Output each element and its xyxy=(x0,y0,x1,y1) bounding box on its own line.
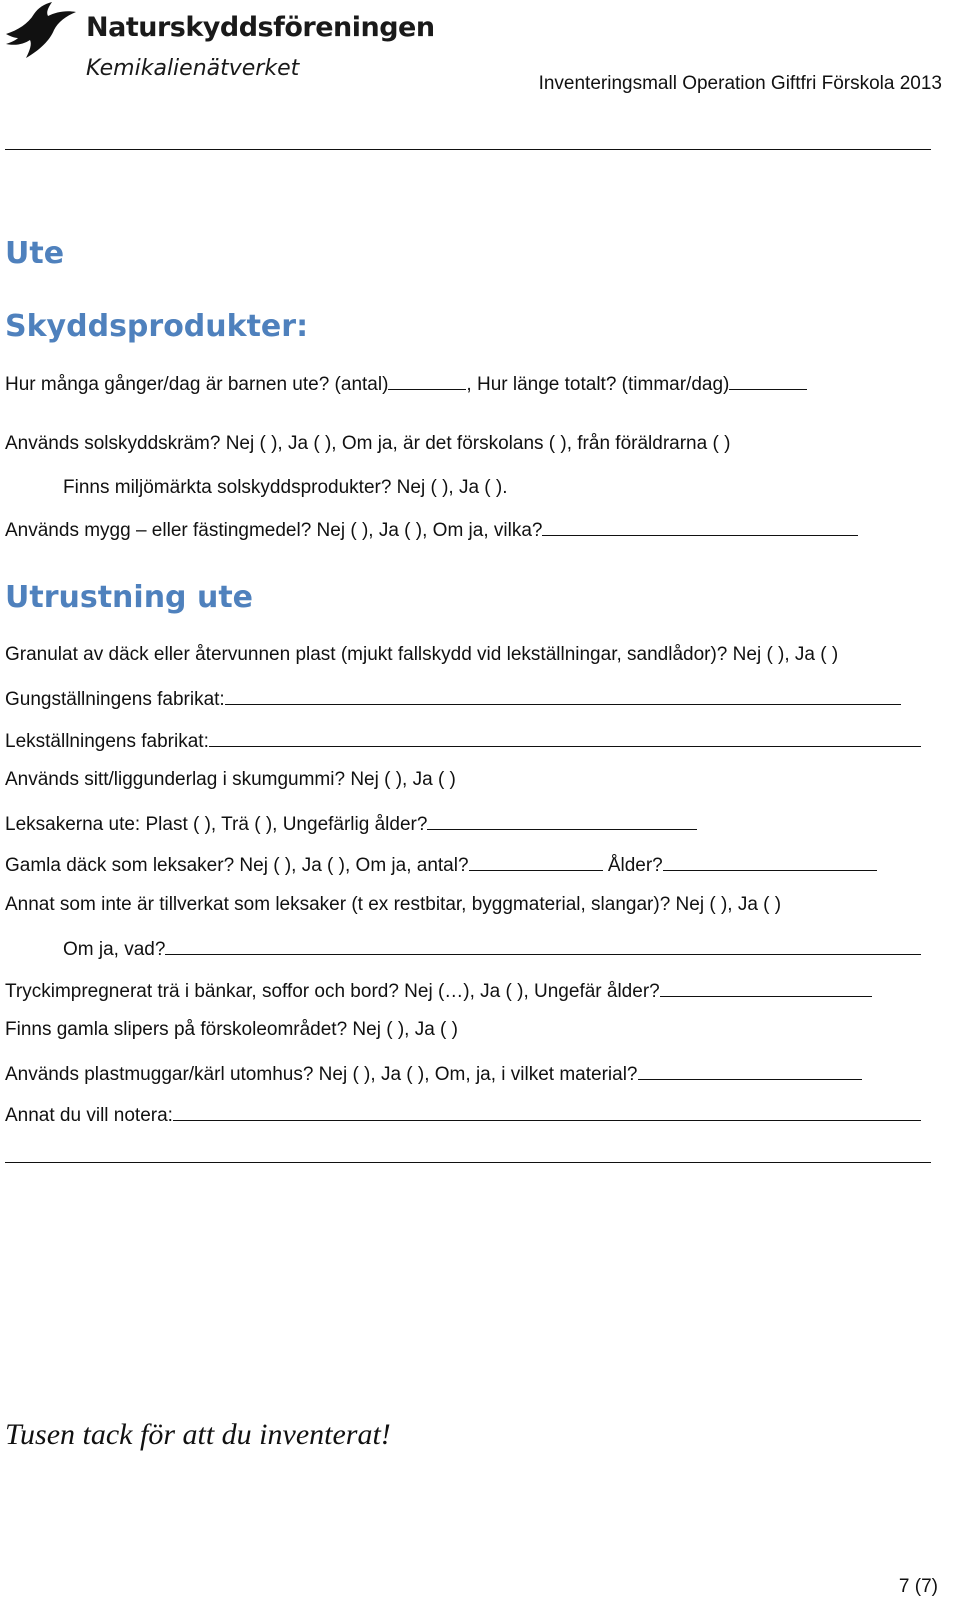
answer-blank-what[interactable] xyxy=(165,936,921,955)
question-notes xyxy=(5,1102,921,1127)
answer-blank-tyre-count[interactable] xyxy=(469,852,603,871)
question-granulate: Granulat av däck eller återvunnen plast (mjukt fallskydd vid lekställningar, sandlådor)? Nej ( ), Ja ( ) xyxy=(5,644,839,665)
swallow-bird-icon xyxy=(4,0,80,70)
question-text: Används plastmuggar/kärl utomhus? Nej ( ), Ja ( ), Om, ja, i vilket material? xyxy=(5,1064,638,1085)
header-rule xyxy=(5,149,931,150)
thank-you-note: Tusen tack för att du inventerat! xyxy=(5,1418,391,1451)
question-old-tyres xyxy=(5,852,877,877)
question-text: Tryckimpregnerat trä i bänkar, soffor och bord? Nej (…), Ja ( ), Ungefär ålder? xyxy=(5,981,660,1002)
question-other-materials-what xyxy=(63,936,921,961)
question-text: Används mygg – eller fästingmedel? Nej ( ), Ja ( ), Om ja, vilka? xyxy=(5,520,543,541)
question-foam-mats: Används sitt/liggunderlag i skumgummi? Nej ( ), Ja ( ) xyxy=(5,769,456,790)
answer-blank-hours[interactable] xyxy=(729,371,807,390)
partner-name: Kemikalienätverket xyxy=(86,56,300,81)
section-heading-ute: Ute xyxy=(5,236,65,271)
answer-blank-swing-manufacturer[interactable] xyxy=(225,686,901,705)
answer-blank-count[interactable] xyxy=(388,371,466,390)
question-text: Gamla däck som leksaker? Nej ( ), Ja ( ), Om ja, antal? xyxy=(5,855,469,876)
section-heading-utrustning-ute: Utrustning ute xyxy=(5,580,254,615)
page-number: 7 (7) xyxy=(898,1576,938,1597)
answer-blank-tyre-age[interactable] xyxy=(663,852,877,871)
question-text: Om ja, vad? xyxy=(63,939,166,960)
answer-blank-which[interactable] xyxy=(542,517,858,536)
answer-blank-material[interactable] xyxy=(638,1061,862,1080)
answer-blank-notes-continued[interactable] xyxy=(5,1162,931,1163)
question-sunscreen: Används solskyddskräm? Nej ( ), Ja ( ), Om ja, är det förskolans ( ), från föräldrarna ( ) xyxy=(5,433,731,454)
question-text: Leksakerna ute: Plast ( ), Trä ( ), Ungefärlig ålder? xyxy=(5,814,428,835)
organization-logo xyxy=(4,0,435,90)
question-playground-manufacturer xyxy=(5,728,921,753)
question-text: Gungställningens fabrikat: xyxy=(5,689,225,710)
question-text: Hur många gånger/dag är barnen ute? (antal) xyxy=(5,374,389,395)
question-text: , Hur länge totalt? (timmar/dag) xyxy=(466,374,730,395)
question-text: Lekställningens fabrikat: xyxy=(5,731,209,752)
question-other-materials: Annat som inte är tillverkat som leksaker (t ex restbitar, byggmaterial, slangar)? Nej ( ), Ja ( ) xyxy=(5,894,782,915)
question-insect-repellent xyxy=(5,517,858,542)
question-plastic-cups xyxy=(5,1061,862,1086)
question-time-outside xyxy=(5,371,807,396)
org-name: Naturskyddsföreningen xyxy=(86,12,435,43)
question-text: Ålder? xyxy=(607,855,663,876)
question-old-sleepers: Finns gamla slipers på förskoleområdet? Nej ( ), Ja ( ) xyxy=(5,1019,458,1040)
answer-blank-notes[interactable] xyxy=(173,1102,921,1121)
document-title: Inventeringsmall Operation Giftfri Förskola 2013 xyxy=(538,73,942,94)
answer-blank-playground-manufacturer[interactable] xyxy=(209,728,921,747)
question-toys-outside xyxy=(5,811,697,836)
answer-blank-toy-age[interactable] xyxy=(427,811,697,830)
question-pressure-treated-wood xyxy=(5,978,872,1003)
question-ecolabel-sunscreen: Finns miljömärkta solskyddsprodukter? Nej ( ), Ja ( ). xyxy=(63,477,508,498)
question-text: Annat du vill notera: xyxy=(5,1105,173,1126)
question-swing-manufacturer xyxy=(5,686,901,711)
answer-blank-wood-age[interactable] xyxy=(660,978,872,997)
section-heading-skyddsprodukter: Skyddsprodukter: xyxy=(5,309,309,344)
